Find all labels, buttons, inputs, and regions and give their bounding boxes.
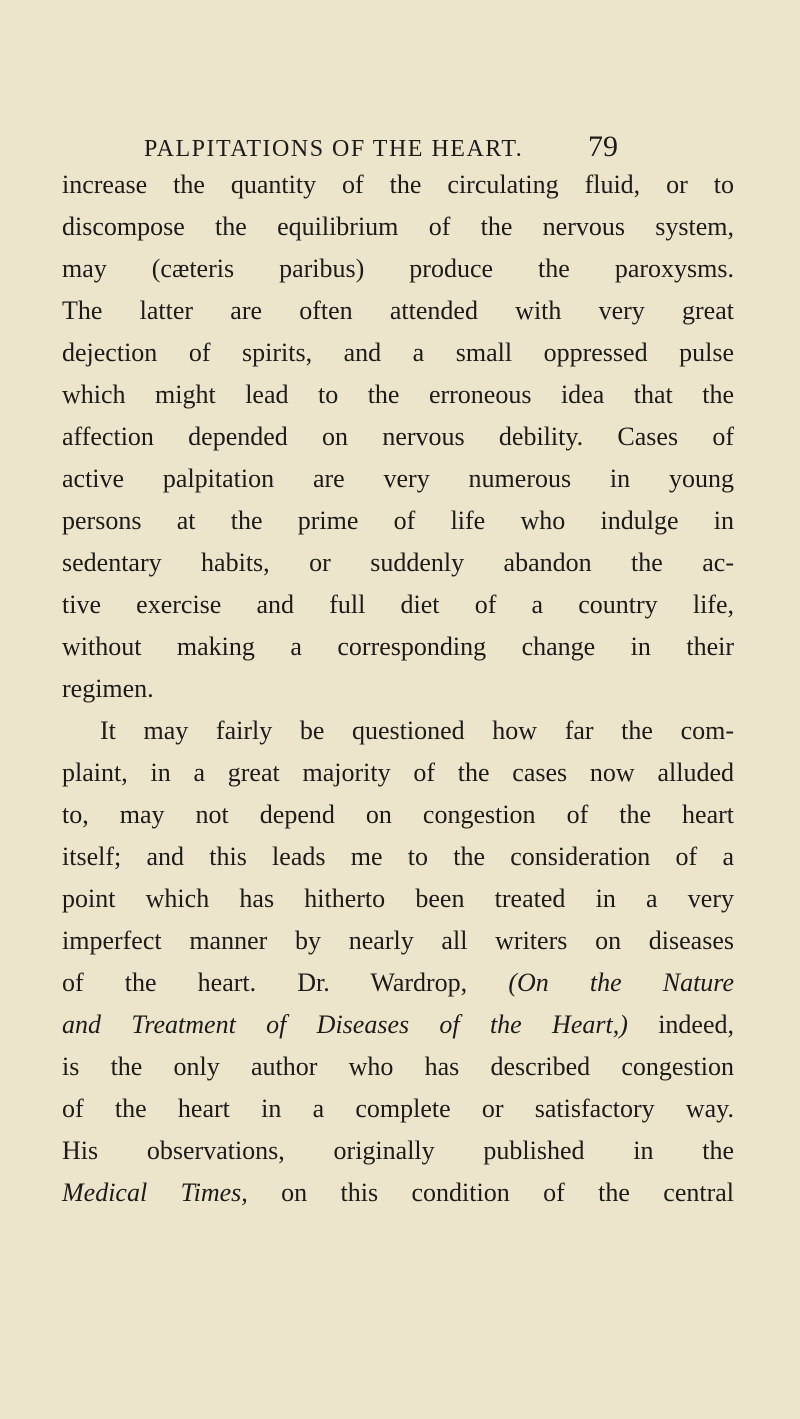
text-line: sedentary habits, or suddenly abandon the ac-	[62, 548, 734, 577]
text-line: without making a corresponding change in their	[62, 632, 734, 661]
text-line: of the heart in a complete or satisfactory way.	[62, 1094, 734, 1123]
text-line: affection depended on nervous debility. Cases of	[62, 422, 734, 451]
text-run: indeed,	[658, 1010, 735, 1039]
text-line: is the only author who has described congestion	[62, 1052, 734, 1081]
text-run: of the heart. Dr. Wardrop,	[62, 968, 468, 997]
body-text	[62, 164, 734, 1214]
book-title-italic: (On the Nature	[508, 968, 734, 997]
text-line: active palpitation are very numerous in young	[62, 464, 734, 493]
text-line: dejection of spirits, and a small oppressed pulse	[62, 338, 734, 367]
text-line: tive exercise and full diet of a country life,	[62, 590, 734, 619]
text-line: may (cæteris paribus) produce the paroxysms.	[62, 254, 734, 283]
text-line	[62, 962, 734, 1004]
text-line: to, may not depend on congestion of the heart	[62, 800, 734, 829]
text-line: itself; and this leads me to the consideration of a	[62, 842, 734, 871]
text-line: increase the quantity of the circulating fluid, or to	[62, 170, 734, 199]
text-line: regimen.	[62, 674, 154, 703]
text-line: discompose the equilibrium of the nervous system,	[62, 212, 734, 241]
page-number: 79	[588, 130, 618, 163]
book-title-italic: and Treatment of Diseases of the Heart,)	[62, 1010, 628, 1039]
text-line: The latter are often attended with very great	[62, 296, 734, 325]
text-line: His observations, originally published in the	[62, 1136, 734, 1165]
text-line: It may fairly be questioned how far the com-	[100, 716, 734, 745]
text-line: persons at the prime of life who indulge in	[62, 506, 734, 535]
journal-title-italic: Medical Times,	[62, 1178, 248, 1207]
text-line	[62, 1004, 734, 1046]
text-line: imperfect manner by nearly all writers on diseases	[62, 926, 734, 955]
text-line: point which has hitherto been treated in a very	[62, 884, 734, 913]
running-title: PALPITATIONS OF THE HEART.	[144, 136, 524, 162]
text-line: plaint, in a great majority of the cases now alluded	[62, 758, 734, 787]
text-line	[62, 1172, 734, 1214]
text-line: which might lead to the erroneous idea that the	[62, 380, 734, 409]
text-run: on this condition of the central	[281, 1178, 734, 1207]
